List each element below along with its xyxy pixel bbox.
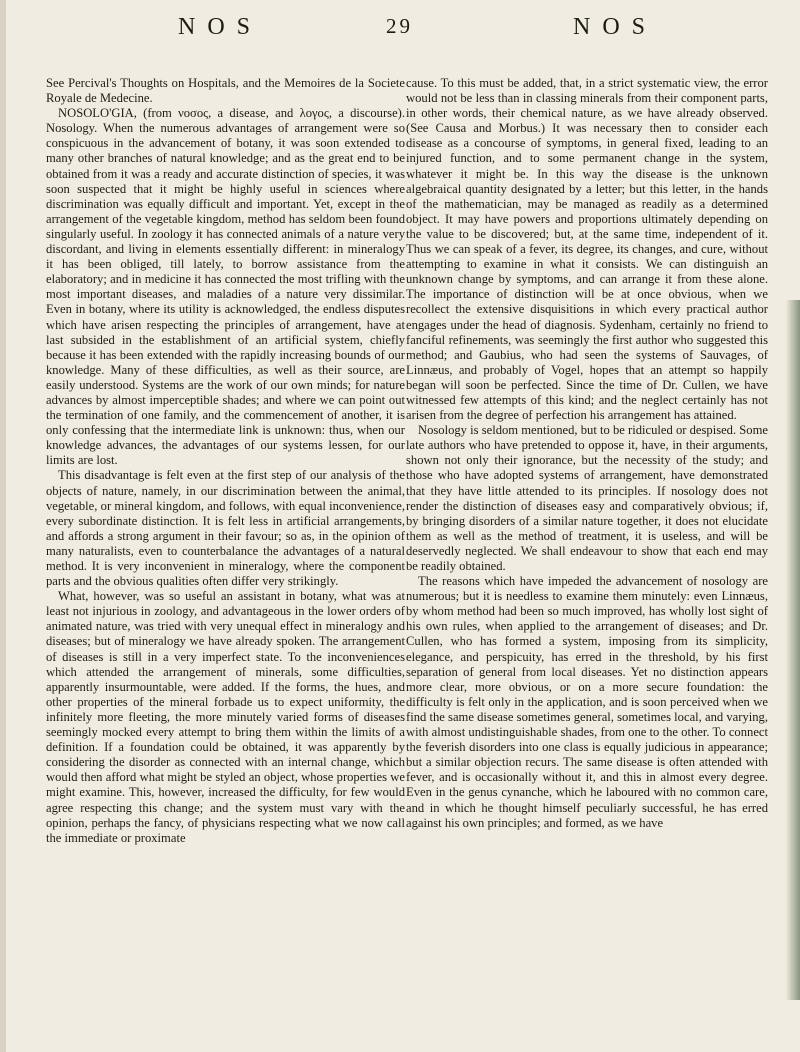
running-header <box>0 8 800 48</box>
paragraph: Nosology is seldom mentioned, but to be ridiculed or despised. Some late authors who have pretended to oppose it, have, in their arguments, shown not only their ignorance, but the necessity of the study; and those who have adopted systems of arrangement, have demonstrated that they have little attended to its principles. If nosology does not render the distinction of diseases easy and comparatively obvious; if, by bringing disorders of a similar nature together, it does not elucidate them as well as the method of treatment, it is useless, and will be deservedly neglected. We shall endeavour to show that each end may be readily obtained. <box>406 423 768 573</box>
paragraph: The reasons which have impeded the advancement of nosology are numerous; but it is needless to examine them minutely: even Linnæus, by whom method had been so much improved, has wholly lost sight of his own rules, when applied to the arrangement of diseases; and Dr. Cullen, who has formed a system, imposing from its simplicity, elegance, and perspicuity, has erred in the threshold, by his first separation of general from local diseases. Yet no distinction appears more clear, more obvious, or on a more secure foundation: the difficulty is felt only in the application, and is soon perceived when we find the same disease sometimes general, sometimes local, and varying, with almost undistinguishable shades, from one to the other. To connect the feverish disorders into one class is equally judicious in appearance; but a similar objection recurs. The same disease is often attended with fever, and is occasionally without it, and this in almost every degree. Even in the genus cynanche, which he laboured with no common care, and in which he thought himself peculiarly successful, he has erred against his own principles; and formed, as we have <box>406 574 768 830</box>
paragraph: See Percival's Thoughts on Hospitals, and the Memoires de la Societe Royale de Medecine. <box>46 76 405 106</box>
page-number: 29 <box>386 14 413 38</box>
header-right: N O S <box>573 14 649 40</box>
right-column <box>406 76 768 831</box>
page-edge-shadow <box>0 0 6 1052</box>
left-column <box>46 76 405 846</box>
paragraph: NOSOLO'GIA, (from νοσος, a disease, and λογος, a discourse). Nosology. When the numerous advantages of arrangement were so conspicuous in the advancement of botany, it was soon extended to many other branches of natural knowledge; and as the great end to be obtained from it was a ready and accurate distinction of species, it was soon suspected that it might be highly useful in sciences where discrimination was equally difficult and important. Yet, except in the arrangement of the vegetable kingdom, method has seldom been found singularly useful. In zoology it has connected animals of a nature very discordant, and living in elements essentially different: in mineralogy it has been obliged, till lately, to borrow assistance from the elaboratory; and in medicine it has connected the most trifling with the most important diseases, and maladies of a nature very dissimilar. Even in botany, where its utility is acknowledged, the endless disputes which have arisen respecting the principles of arrangement, have at last subsided in the establishment of an artificial system, chiefly because it has been extended with the rapidly increasing bounds of our knowledge. Many of these difficulties, as well as their source, are easily understood. Systems are the work of our own minds; for nature advances by almost imperceptible shades; and where we can point out the termination of one family, and the commencement of another, it is only confessing that the intermediate link is unknown: thus, when our knowledge advances, the advantages of our systems lessen, for our limits are lost. <box>46 106 405 468</box>
paragraph: What, however, was so useful an assistant in botany, what was at least not injurious in zoology, and advantageous in the lower orders of animated nature, was tried with very unequal effect in mineralogy and diseases; but of mineralogy we have already spoken. The arrangement of diseases is still in a very imperfect state. To the inconveniences which attended the arrangement of minerals, some difficulties, apparently insurmountable, were added. If the forms, the hues, and other properties of the mineral forbade us to expect uniformity, the infinitely more fleeting, the more minutely varied forms of diseases seemingly mocked every attempt to bring them within the limits of a definition. If a foundation could be obtained, it was apparently by considering the disorder as connected with an internal change, which would then afford what might be styled an object, whose properties we might examine. This, however, increased the difficulty, for few would agree respecting this change; and the system must vary with the opinion, perhaps the fancy, of physicians respecting what we now call the immediate or proximate <box>46 589 405 845</box>
paragraph: This disadvantage is felt even at the first step of our analysis of the objects of nature, namely, in our discrimination between the animal, vegetable, or mineral kingdom, and follows, with equal inconvenience, every subordinate distinction. It is felt less in artificial arrangements, and affords a strong argument in their favour; so as, in the opinion of many naturalists, even to counterbalance the advantages of a natural method. It is very inconvenient in mineralogy, where the component parts and the obvious qualities often differ very strikingly. <box>46 468 405 589</box>
page-edge-stain <box>786 300 800 1000</box>
paragraph: cause. To this must be added, that, in a strict systematic view, the error would not be less than in classing minerals from their component parts, in other words, their chemical nature, as we have already observed. (See Causa and Morbus.) It was necessary then to consider each disease as a concourse of symptoms, in general fixed, leading to an injured function, and to some permanent change in the system, whatever it might be. In this way the disease is the unknown algebraical quantity designated by a letter; but this letter, in the hands of the mathematician, may be managed as readily as a determined object. It may have powers and proportions ultimately depending on the value to be discovered; but, at the same time, independent of it. Thus we can speak of a fever, its degree, its changes, and cure, without attempting to examine in what it consists. We can distinguish an unknown change by symptoms, and can arrange it from these alone. The importance of distinction will be at once obvious, when we recollect the extensive disquisitions in which every practical author engages under the head of diagnosis. Sydenham, certainly no friend to fanciful refinements, was seemingly the first author who suggested this method; and Gaubius, who had seen the systems of Sauvages, of Linnæus, and probably of Vogel, hopes that an attempt so happily began will soon be perfected. Since the time of Dr. Cullen, we have witnessed few attempts of this kind; and the neglect certainly has not arisen from the degree of perfection his arrangement has attained. <box>406 76 768 423</box>
header-left: N O S <box>178 14 254 40</box>
